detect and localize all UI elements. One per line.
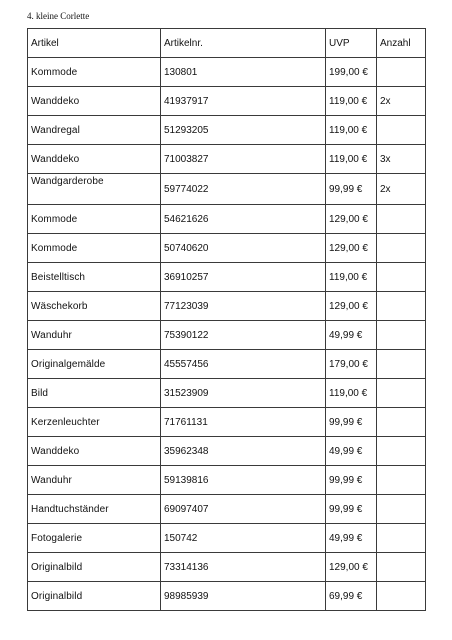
- column-header-anzahl: Anzahl: [377, 29, 426, 58]
- cell-artikel: Bild: [28, 379, 161, 408]
- cell-artikelnr: 69097407: [161, 495, 326, 524]
- cell-uvp: 49,99 €: [326, 321, 377, 350]
- cell-anzahl: [377, 205, 426, 234]
- cell-artikel: Originalbild: [28, 553, 161, 582]
- cell-artikelnr: 71761131: [161, 408, 326, 437]
- cell-uvp: 119,00 €: [326, 145, 377, 174]
- table-row: [28, 87, 426, 116]
- cell-uvp: 179,00 €: [326, 350, 377, 379]
- cell-artikel: Wanduhr: [28, 466, 161, 495]
- table-row: [28, 292, 426, 321]
- cell-uvp: 129,00 €: [326, 553, 377, 582]
- cell-anzahl: [377, 524, 426, 553]
- cell-anzahl: 2x: [377, 174, 426, 205]
- article-table: [27, 28, 426, 611]
- cell-artikelnr: 73314136: [161, 553, 326, 582]
- cell-anzahl: [377, 234, 426, 263]
- table-row: [28, 145, 426, 174]
- cell-anzahl: [377, 437, 426, 466]
- table-row: [28, 116, 426, 145]
- cell-anzahl: [377, 379, 426, 408]
- cell-anzahl: [377, 466, 426, 495]
- cell-uvp: 129,00 €: [326, 205, 377, 234]
- cell-artikelnr: 51293205: [161, 116, 326, 145]
- cell-uvp: 49,99 €: [326, 437, 377, 466]
- table-row: [28, 466, 426, 495]
- cell-artikel: Wanddeko: [28, 87, 161, 116]
- table-row: [28, 524, 426, 553]
- cell-anzahl: [377, 495, 426, 524]
- column-header-artikel: Artikel: [28, 29, 161, 58]
- cell-artikelnr: 36910257: [161, 263, 326, 292]
- cell-artikel: Wanddeko: [28, 145, 161, 174]
- cell-artikel: Fotogalerie: [28, 524, 161, 553]
- cell-uvp: 99,99 €: [326, 495, 377, 524]
- cell-artikelnr: 54621626: [161, 205, 326, 234]
- cell-artikel: Kerzenleuchter: [28, 408, 161, 437]
- column-header-uvp: UVP: [326, 29, 377, 58]
- cell-uvp: 129,00 €: [326, 292, 377, 321]
- cell-uvp: 69,99 €: [326, 582, 377, 611]
- table-row: [28, 379, 426, 408]
- cell-uvp: 129,00 €: [326, 234, 377, 263]
- cell-uvp: 119,00 €: [326, 263, 377, 292]
- cell-artikelnr: 31523909: [161, 379, 326, 408]
- cell-artikel: Kommode: [28, 58, 161, 87]
- table-row: [28, 58, 426, 87]
- cell-artikelnr: 50740620: [161, 234, 326, 263]
- table-row: [28, 582, 426, 611]
- cell-uvp: 119,00 €: [326, 379, 377, 408]
- cell-artikelnr: 35962348: [161, 437, 326, 466]
- cell-anzahl: 2x: [377, 87, 426, 116]
- cell-uvp: 49,99 €: [326, 524, 377, 553]
- cell-artikel: Originalgemälde: [28, 350, 161, 379]
- cell-artikelnr: 77123039: [161, 292, 326, 321]
- section-heading: 4. kleine Corlette: [27, 11, 90, 21]
- cell-artikel: Wanddeko: [28, 437, 161, 466]
- cell-anzahl: [377, 116, 426, 145]
- cell-artikelnr: 59774022: [161, 174, 326, 205]
- cell-anzahl: [377, 292, 426, 321]
- table-row: [28, 553, 426, 582]
- cell-artikel: Kommode: [28, 234, 161, 263]
- cell-artikel: Beistelltisch: [28, 263, 161, 292]
- cell-artikel: Wäschekorb: [28, 292, 161, 321]
- cell-artikel: Wandgarderobe: [28, 174, 161, 205]
- cell-artikelnr: 41937917: [161, 87, 326, 116]
- cell-uvp: 119,00 €: [326, 116, 377, 145]
- table-row: [28, 495, 426, 524]
- cell-artikel: Originalbild: [28, 582, 161, 611]
- table-header-row: [28, 29, 426, 58]
- cell-anzahl: [377, 408, 426, 437]
- cell-artikelnr: 98985939: [161, 582, 326, 611]
- table-row: [28, 437, 426, 466]
- cell-artikel: Kommode: [28, 205, 161, 234]
- cell-artikelnr: 130801: [161, 58, 326, 87]
- cell-uvp: 99,99 €: [326, 408, 377, 437]
- cell-anzahl: 3x: [377, 145, 426, 174]
- table-row: [28, 408, 426, 437]
- cell-uvp: 199,00 €: [326, 58, 377, 87]
- table-row: [28, 234, 426, 263]
- cell-artikel: Wanduhr: [28, 321, 161, 350]
- cell-artikel: Handtuchständer: [28, 495, 161, 524]
- cell-anzahl: [377, 321, 426, 350]
- cell-uvp: 99,99 €: [326, 174, 377, 205]
- table-row: [28, 321, 426, 350]
- table-row: [28, 174, 426, 205]
- cell-uvp: 99,99 €: [326, 466, 377, 495]
- cell-uvp: 119,00 €: [326, 87, 377, 116]
- cell-artikelnr: 45557456: [161, 350, 326, 379]
- cell-anzahl: [377, 553, 426, 582]
- cell-anzahl: [377, 582, 426, 611]
- table-row: [28, 205, 426, 234]
- table-row: [28, 263, 426, 292]
- cell-artikelnr: 71003827: [161, 145, 326, 174]
- cell-anzahl: [377, 58, 426, 87]
- cell-anzahl: [377, 350, 426, 379]
- table-row: [28, 350, 426, 379]
- cell-artikel: Wandregal: [28, 116, 161, 145]
- cell-anzahl: [377, 263, 426, 292]
- cell-artikelnr: 150742: [161, 524, 326, 553]
- cell-artikelnr: 59139816: [161, 466, 326, 495]
- cell-artikelnr: 75390122: [161, 321, 326, 350]
- column-header-artikelnr: Artikelnr.: [161, 29, 326, 58]
